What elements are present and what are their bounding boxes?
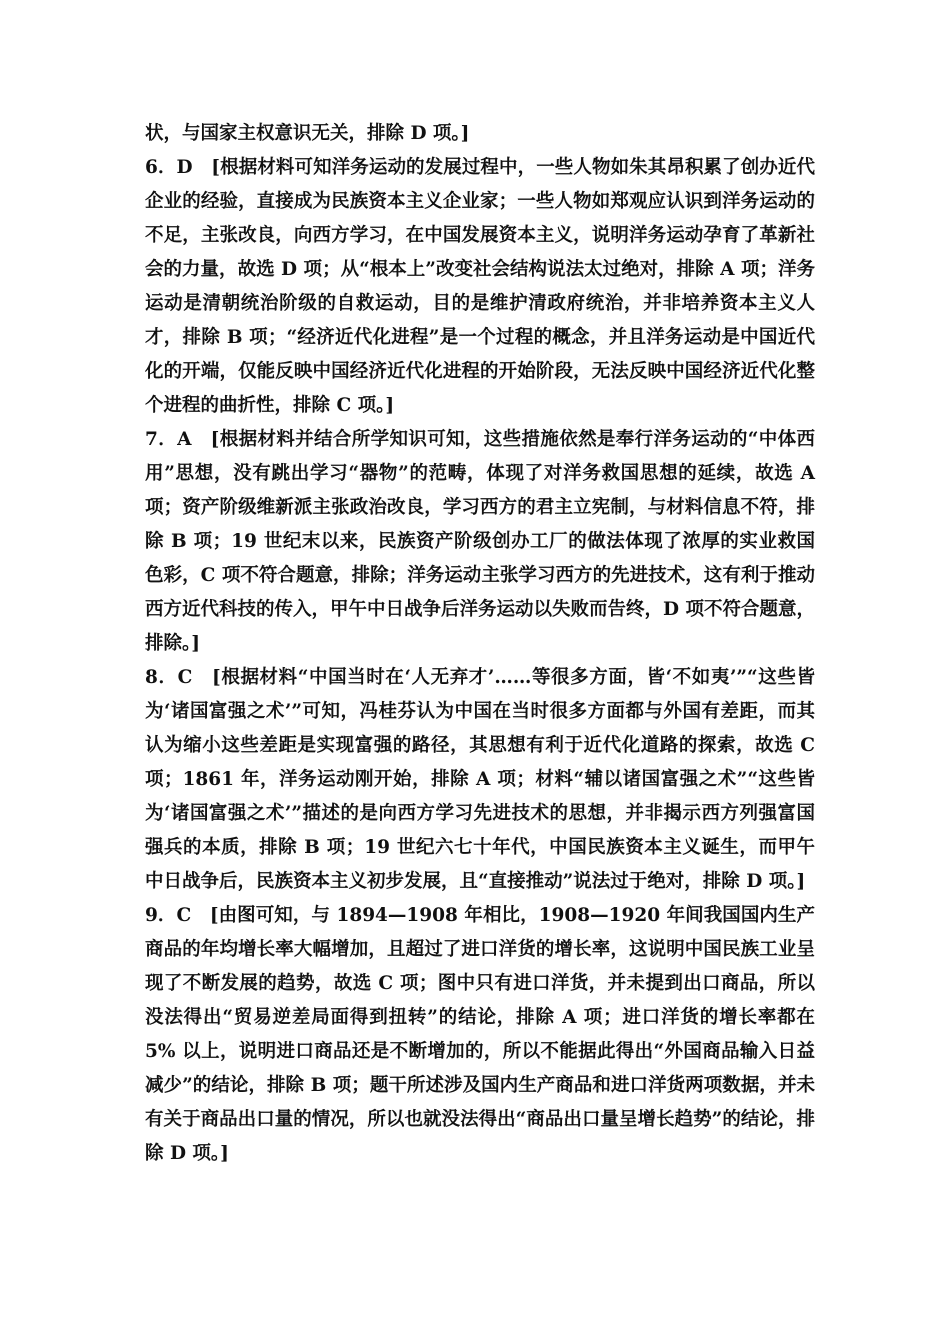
paragraph-answer-8: 8．C [根据材料“中国当时在‘人无弃才’……等很多方面，皆‘不如夷’”“这些皆为‘诸国富强之术’”可知，冯桂芬认为中国在当时很多方面都与外国有差距，而其认为缩小这些差距是实现富强的路径，其思想有利于近代化道路的探索，故选 C 项；1861 年，洋务运动刚开始，排除 A 项；材料“辅以诸国富强之术”“这些皆为‘诸国富强之术’”描述的是向西方学习先进技术的思想，并非揭示西方列强富国强兵的本质，排除 B 项；19 世纪六七十年代，中国民族资本主义诞生，而甲午中日战争后，民族资本主义初步发展，且“直接推动”说法过于绝对，排除 D 项。] xyxy=(145,667,815,892)
paragraph-answer-7: 7．A [根据材料并结合所学知识可知，这些措施依然是奉行洋务运动的“中体西用”思想，没有跳出学习“器物”的范畴，体现了对洋务救国思想的延续，故选 A 项；资产阶级维新派主张政治改良，学习西方的君主立宪制，与材料信息不符，排除 B 项；19 世纪末以来，民族资产阶级创办工厂的做法体现了浓厚的实业救国色彩，C 项不符合题意，排除；洋务运动主张学习西方的先进技术，这有利于推动西方近代科技的传入，甲午中日战争后洋务运动以失败而告终，D 项不符合题意，排除。] xyxy=(145,429,815,654)
paragraph-answer-9: 9．C [由图可知，与 1894—1908 年相比，1908—1920 年间我国国内生产商品的年均增长率大幅增加，且超过了进口洋货的增长率，这说明中国民族工业呈现了不断发展的趋势，故选 C 项；图中只有进口洋货，并未提到出口商品，所以没法得出“贸易逆差局面得到扭转”的结论，排除 A 项；进口洋货的增长率都在 5% 以上，说明进口商品还是不断增加的，所以不能据此得出“外国商品输入日益减少”的结论，排除 B 项；题干所述涉及国内生产商品和进口洋货两项数据，并未有关于商品出口量的情况，所以也就没法得出“商品出口量呈增长趋势”的结论，排除 D 项。] xyxy=(145,905,815,1164)
paragraph-continuation: 状，与国家主权意识无关，排除 D 项。] xyxy=(145,123,470,144)
answer-explanations xyxy=(145,117,815,1171)
paragraph-answer-6: 6．D [根据材料可知洋务运动的发展过程中，一些人物如朱其昂积累了创办近代企业的经验，直接成为民族资本主义企业家；一些人物如郑观应认识到洋务运动的不足，主张改良，向西方学习，在中国发展资本主义，说明洋务运动孕育了革新社会的力量，故选 D 项；从“根本上”改变社会结构说法太过绝对，排除 A 项；洋务运动是清朝统治阶级的自救运动，目的是维护清政府统治，并非培养资本主义人才，排除 B 项；“经济近代化进程”是一个过程的概念，并且洋务运动是中国近代化的开端，仅能反映中国经济近代化进程的开始阶段，无法反映中国经济近代化整个进程的曲折性，排除 C 项。] xyxy=(145,157,815,416)
